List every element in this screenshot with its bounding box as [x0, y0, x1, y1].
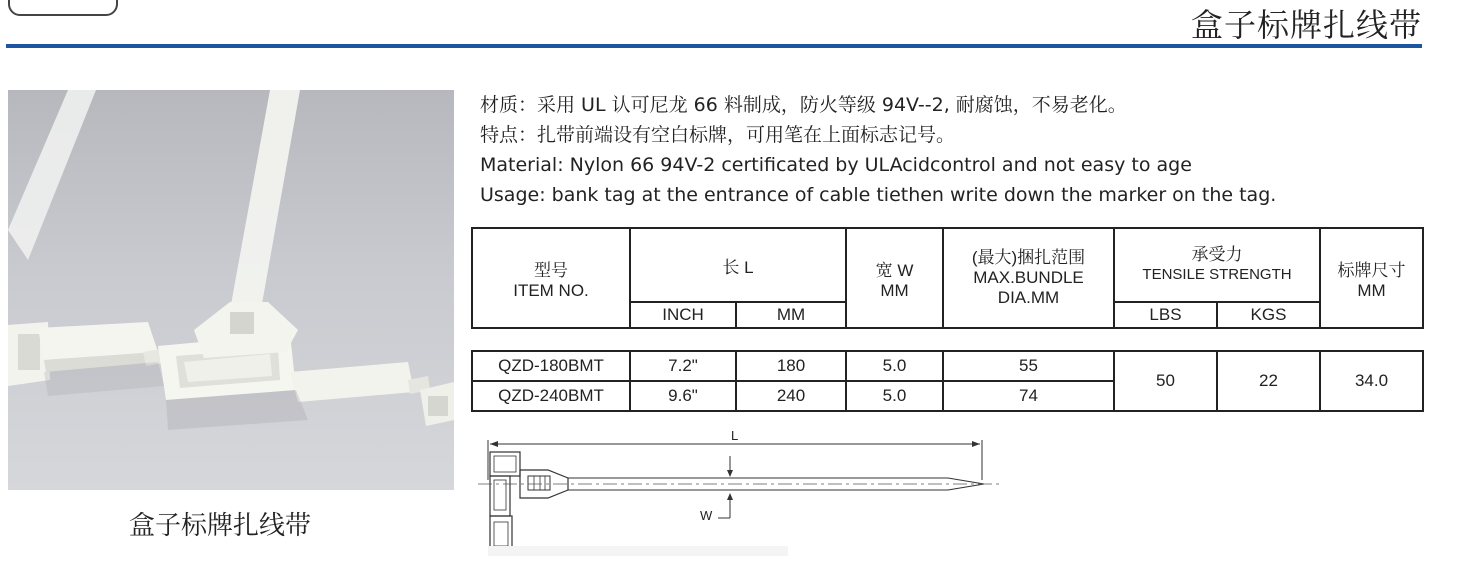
page-title: 盒子标牌扎线带: [1190, 6, 1422, 44]
row-tag: 34.0: [1320, 351, 1423, 411]
feature-cn: 特点：扎带前端设有空白标牌，可用笔在上面标志记号。: [480, 124, 956, 146]
header-item-no: 型号 ITEM NO.: [472, 228, 630, 328]
title-divider: [6, 44, 1422, 48]
spec-table-header: [471, 227, 1424, 329]
material-en: Material: Nylon 66 94V-2 certificated by ULAcidcontrol and not easy to age: [480, 154, 1192, 176]
product-photo: [8, 90, 454, 490]
dimension-diagram: [478, 420, 1008, 560]
usage-en: Usage: bank tag at the entrance of cable tiethen write down the marker on the tag.: [480, 184, 1277, 206]
brand-logo: [8, 0, 118, 16]
table-row: [472, 351, 1423, 381]
header-tag-size: 标牌尺寸 MM: [1320, 228, 1423, 328]
header-inch: INCH: [630, 302, 736, 328]
row-lbs: 50: [1114, 351, 1217, 411]
row-mm: 180: [736, 351, 846, 381]
header-length: 长 L: [630, 228, 846, 302]
row-item: QZD-240BMT: [472, 381, 630, 411]
row-bundle: 55: [943, 351, 1114, 381]
row-inch: 9.6": [630, 381, 736, 411]
spec-table-body: [471, 350, 1424, 412]
header-kgs: KGS: [1217, 302, 1320, 328]
row-kgs: 22: [1217, 351, 1320, 411]
width-label: W: [700, 508, 713, 523]
row-width: 5.0: [846, 381, 943, 411]
length-label: L: [731, 428, 739, 443]
material-cn: 材质：采用 UL 认可尼龙 66 料制成，防火等级 94V--2, 耐腐蚀，不易老化。: [480, 94, 1127, 116]
row-bundle: 74: [943, 381, 1114, 411]
header-width: 宽 W MM: [846, 228, 943, 328]
header-lbs: LBS: [1114, 302, 1217, 328]
header-bundle: (最大)捆扎范围 MAX.BUNDLE DIA.MM: [943, 228, 1114, 328]
product-description: [480, 90, 1276, 210]
header-tensile: 承受力 TENSILE STRENGTH: [1114, 228, 1320, 302]
row-mm: 240: [736, 381, 846, 411]
row-width: 5.0: [846, 351, 943, 381]
photo-caption: 盒子标牌扎线带: [128, 511, 311, 541]
header-mm: MM: [736, 302, 846, 328]
row-inch: 7.2": [630, 351, 736, 381]
row-item: QZD-180BMT: [472, 351, 630, 381]
